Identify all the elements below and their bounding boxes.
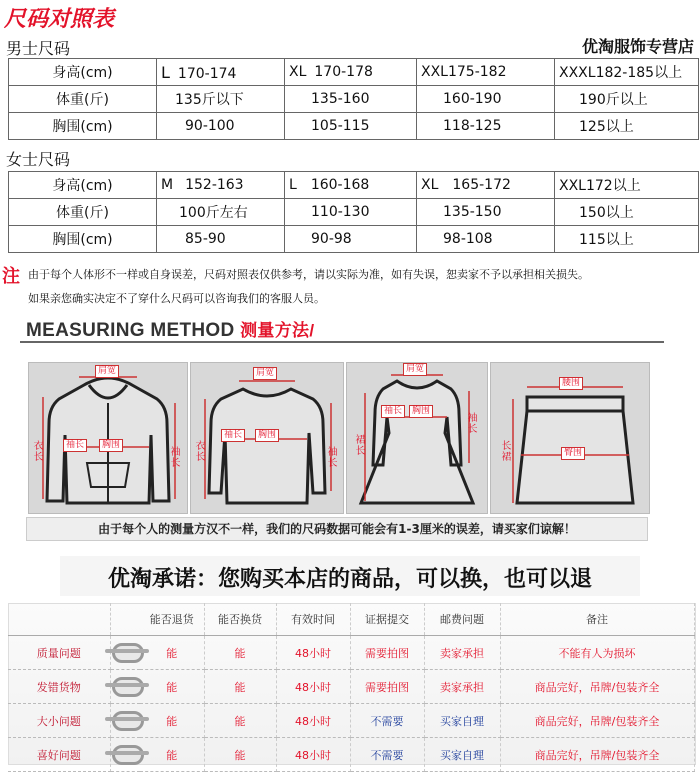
chest-label: 胸围 xyxy=(99,439,123,452)
cell: 48小时 xyxy=(276,636,350,670)
size-value: 100斤左右 xyxy=(157,199,285,226)
row-label: 胸围(cm) xyxy=(9,226,157,253)
binder-ring-icon xyxy=(110,704,140,738)
table-row xyxy=(9,59,699,86)
sleeve-label: 袖长 xyxy=(63,439,87,452)
shirt-panel xyxy=(190,362,344,514)
cell: 不需要 xyxy=(350,738,424,772)
cell: 不需要 xyxy=(350,704,424,738)
cell: 能 xyxy=(140,704,204,738)
size-value: 190斤以上 xyxy=(555,86,699,113)
row-label: 身高(cm) xyxy=(9,172,157,199)
cell: 商品完好，吊牌/包装齐全 xyxy=(500,738,694,772)
promise-text: 优淘承诺：您购买本店的商品，可以换，也可以退 xyxy=(107,566,592,592)
size-value: 110-130 xyxy=(285,199,417,226)
binder-ring-icon xyxy=(110,738,140,772)
sleeve-length-label: 袖长 xyxy=(327,447,338,469)
table-row xyxy=(8,670,694,704)
row-label: 体重(斤) xyxy=(9,199,157,226)
cell: 能 xyxy=(204,670,276,704)
size-code: L xyxy=(289,177,297,193)
size-value: 135-150 xyxy=(417,199,555,226)
table-row xyxy=(9,113,699,140)
cell: 48小时 xyxy=(276,738,350,772)
page-title: 尺码对照表 xyxy=(4,6,115,32)
cell: 能 xyxy=(140,636,204,670)
table-row xyxy=(8,704,694,738)
chest-label: 胸围 xyxy=(255,429,279,442)
table-row xyxy=(9,199,699,226)
table-row xyxy=(9,86,699,113)
promise-table xyxy=(8,603,695,772)
table-row xyxy=(8,738,694,772)
table-row xyxy=(8,636,694,670)
sleeve-length-label: 袖长 xyxy=(170,447,181,469)
cell: 能 xyxy=(204,704,276,738)
length-label: 衣长 xyxy=(33,441,44,463)
hoodie-panel xyxy=(28,362,188,514)
skirt-length-label: 长裙 xyxy=(501,441,512,463)
table-header xyxy=(8,603,694,636)
row-label: 胸围(cm) xyxy=(9,113,157,140)
waist-label: 腰围 xyxy=(559,377,583,390)
size-code: M xyxy=(161,177,174,193)
sleeve-length-label: 袖长 xyxy=(467,413,478,435)
row-label: 体重(斤) xyxy=(9,86,157,113)
cell: 48小时 xyxy=(276,704,350,738)
size-value: 165-172 xyxy=(452,177,511,193)
cell: 48小时 xyxy=(276,670,350,704)
size-value: 152-163 xyxy=(185,177,244,193)
size-value: 170-174 xyxy=(177,65,237,82)
chest-label: 胸围 xyxy=(409,405,433,418)
measuring-title-en: MEASURING METHOD xyxy=(26,320,235,341)
ring-icon xyxy=(112,643,144,663)
size-value: 90-100 xyxy=(157,113,285,140)
shoulder-label: 肩宽 xyxy=(403,363,427,376)
size-cell xyxy=(555,59,699,86)
measuring-title xyxy=(26,316,314,342)
store-name: 优淘服饰专营店 xyxy=(581,37,694,56)
measuring-title-cn: 测量方法/ xyxy=(240,321,315,340)
sleeve-label: 袖长 xyxy=(221,429,245,442)
size-value: 115以上 xyxy=(555,226,699,253)
note-mark: 注 xyxy=(2,266,20,287)
size-cell xyxy=(157,59,285,86)
size-code: XL xyxy=(421,177,439,193)
size-cell xyxy=(157,172,285,199)
header-cell xyxy=(110,603,140,636)
size-value: 135斤以下 xyxy=(157,86,285,113)
cell: 不能有人为损坏 xyxy=(500,636,694,670)
size-value: 105-115 xyxy=(285,113,417,140)
size-value: 175-182 xyxy=(447,64,507,80)
women-size-label: 女士尺码 xyxy=(6,150,71,169)
size-code: XXXL xyxy=(559,65,596,81)
size-code: XXL xyxy=(421,64,448,80)
header-cell: 有效时间 xyxy=(276,603,350,636)
dress-panel xyxy=(346,362,488,514)
cell: 需要拍图 xyxy=(350,636,424,670)
women-size-table xyxy=(8,171,699,253)
table-row xyxy=(9,226,699,253)
ring-icon xyxy=(112,677,144,697)
binder-ring-icon xyxy=(110,670,140,704)
cell: 能 xyxy=(204,738,276,772)
dress-illustration xyxy=(347,363,487,513)
measuring-note: 由于每个人的测量方汉不一样，我们的尺码数据可能会有1-3厘米的误差，请买家们谅解！ xyxy=(26,517,648,541)
cell: 卖家承担 xyxy=(424,636,500,670)
cell: 商品完好，吊牌/包装齐全 xyxy=(500,704,694,738)
cell: 需要拍图 xyxy=(350,670,424,704)
divider xyxy=(20,341,664,343)
skirt-panel xyxy=(490,362,650,514)
size-code: XXL xyxy=(559,178,586,194)
men-size-label: 男士尺码 xyxy=(6,39,71,58)
row-label: 喜好问题 xyxy=(8,738,110,772)
cell: 买家自理 xyxy=(424,738,500,772)
size-value: 85-90 xyxy=(157,226,285,253)
cell: 能 xyxy=(140,670,204,704)
size-cell xyxy=(285,172,417,199)
size-value: 160-190 xyxy=(417,86,555,113)
shoulder-label: 肩宽 xyxy=(253,367,277,380)
row-label: 大小问题 xyxy=(8,704,110,738)
size-value: 118-125 xyxy=(417,113,555,140)
cell: 商品完好，吊牌/包装齐全 xyxy=(500,670,694,704)
ring-icon xyxy=(112,745,144,765)
size-cell xyxy=(417,59,555,86)
header-cell: 能否退货 xyxy=(140,603,204,636)
length-label: 衣长 xyxy=(195,441,206,463)
table-row xyxy=(9,172,699,199)
size-cell xyxy=(285,59,417,86)
hoodie-illustration xyxy=(29,363,187,513)
cell: 能 xyxy=(140,738,204,772)
binder-ring-icon xyxy=(110,636,140,670)
size-value: 98-108 xyxy=(417,226,555,253)
shoulder-label: 肩宽 xyxy=(95,365,119,378)
size-value: 170-178 xyxy=(314,64,373,80)
header-cell: 备注 xyxy=(500,603,694,636)
header-cell: 邮费问题 xyxy=(424,603,500,636)
row-label: 身高(cm) xyxy=(9,59,157,86)
skirt-length-label: 裙长 xyxy=(355,435,366,457)
row-label: 质量问题 xyxy=(8,636,110,670)
hip-label: 臀围 xyxy=(561,447,585,460)
header-cell xyxy=(8,603,110,636)
size-value: 90-98 xyxy=(285,226,417,253)
cell: 卖家承担 xyxy=(424,670,500,704)
cell: 能 xyxy=(204,636,276,670)
sleeve-label: 袖长 xyxy=(381,405,405,418)
size-value: 150以上 xyxy=(555,199,699,226)
size-cell xyxy=(417,172,555,199)
row-label: 发错货物 xyxy=(8,670,110,704)
size-cell xyxy=(555,172,699,199)
size-value: 160-168 xyxy=(310,177,370,193)
size-value: 125以上 xyxy=(555,113,699,140)
ring-icon xyxy=(112,711,144,731)
size-value: 182-185以上 xyxy=(595,65,683,81)
note-line-1: 由于每个人体形不一样或自身误差，尺码对照表仅供参考，请以实际为准，如有失误，恕卖家不予以承担相关损失。 xyxy=(28,268,589,281)
header-cell: 能否换货 xyxy=(204,603,276,636)
header-cell: 证据提交 xyxy=(350,603,424,636)
size-value: 135-160 xyxy=(285,86,417,113)
note-line-2: 如果亲您确实决定不了穿什么尺码可以咨询我们的客服人员。 xyxy=(28,292,325,305)
size-code: L xyxy=(161,62,170,82)
size-value: 172以上 xyxy=(585,178,641,194)
men-size-table xyxy=(8,58,699,140)
size-code: XL xyxy=(289,64,307,80)
cell: 买家自理 xyxy=(424,704,500,738)
